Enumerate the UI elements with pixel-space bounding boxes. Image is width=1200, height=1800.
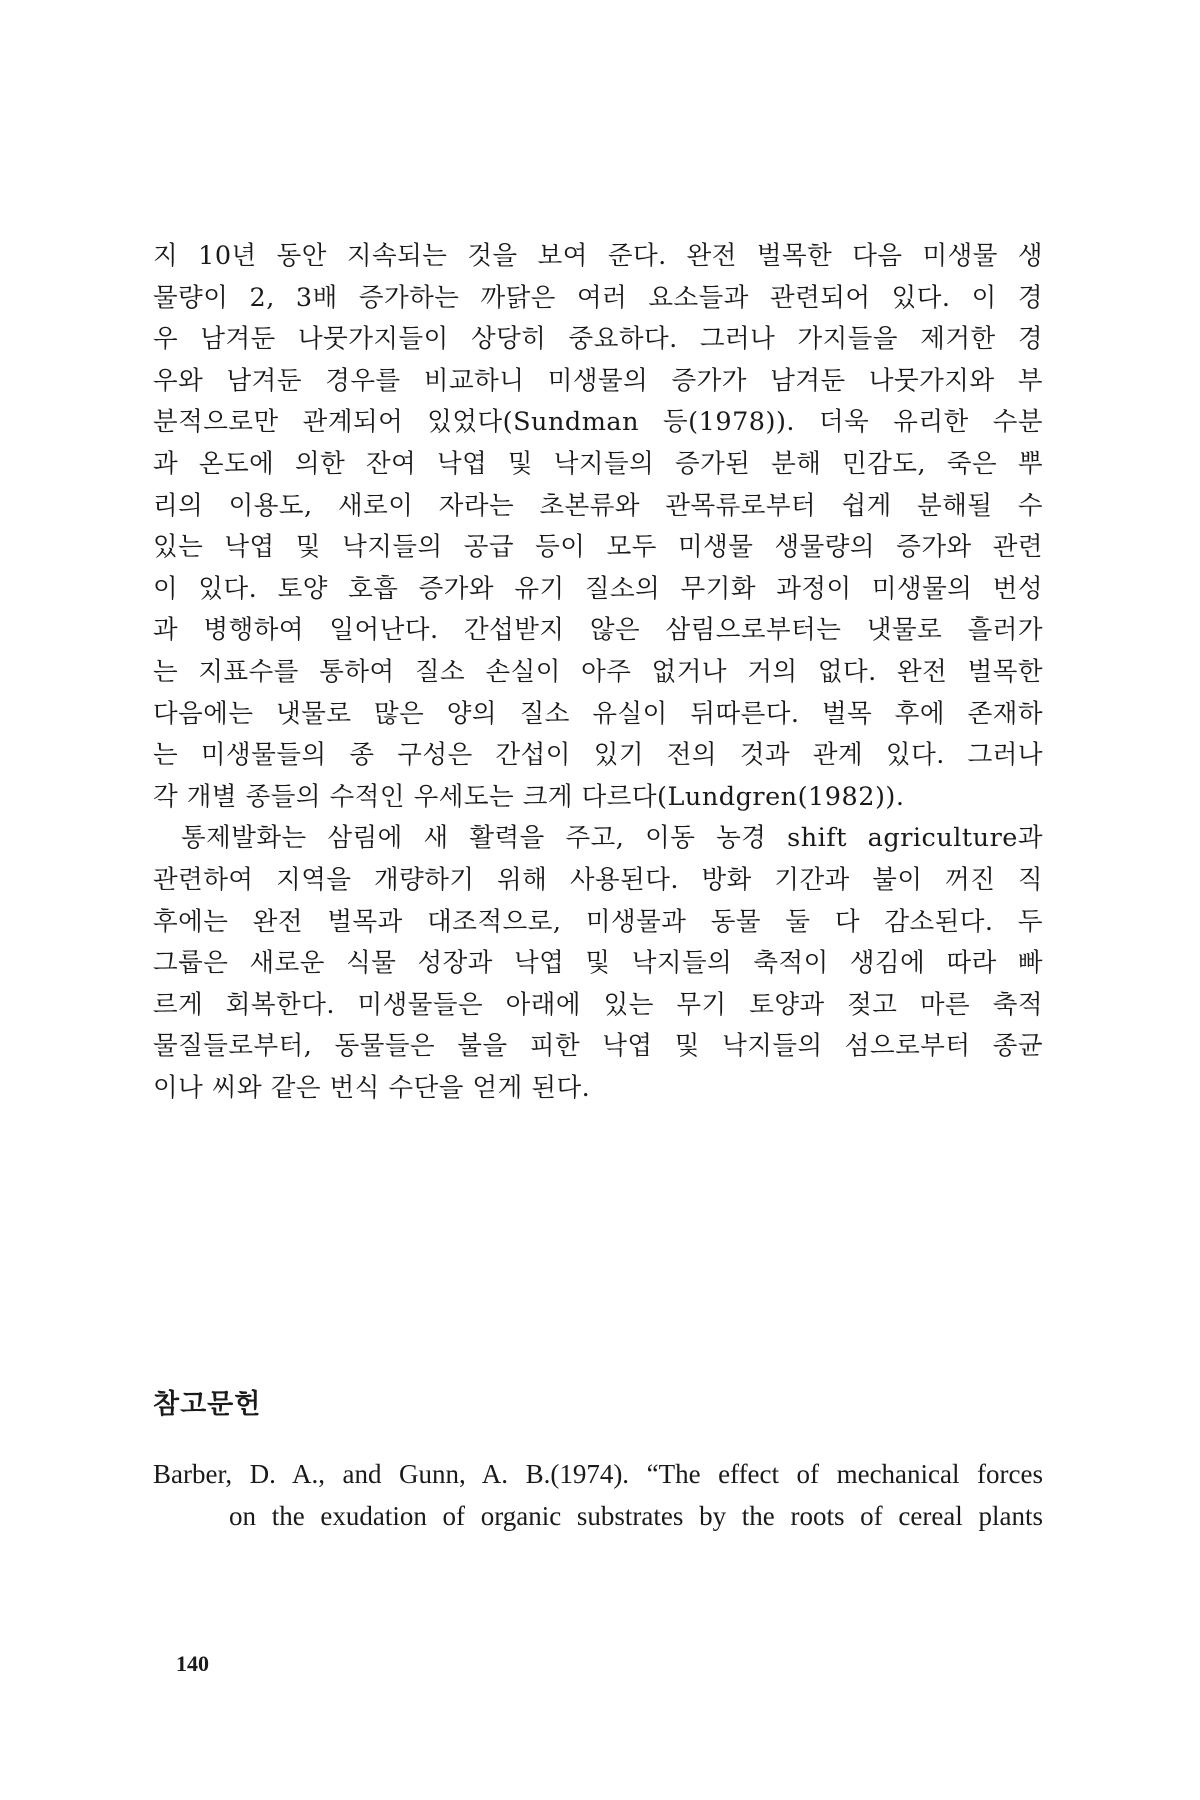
- body-line: 통제발화는 삼림에 새 활력을 주고, 이동 농경 shift agriculture과: [181, 823, 1043, 854]
- body-line: 는 미생물들의 종 구성은 간섭이 있기 전의 것과 관계 있다. 그러나: [153, 740, 1043, 771]
- page-number: 140: [176, 1651, 209, 1676]
- body-line: 이나 씨와 같은 번식 수단을 얻게 된다.: [153, 1072, 591, 1103]
- body-line: 그룹은 새로운 식물 성장과 낙엽 및 낙지들의 축적이 생김에 따라 빠: [153, 948, 1043, 979]
- body-text: [153, 236, 1043, 1109]
- body-line: 과 온도에 의한 잔여 낙엽 및 낙지들의 증가된 분해 민감도, 죽은 뿌: [153, 448, 1043, 479]
- body-line: 과 병행하여 일어난다. 간섭받지 않은 삼림으로부터는 냇물로 흘러가: [153, 615, 1043, 646]
- body-line: 이 있다. 토양 호흡 증가와 유기 질소의 무기화 과정이 미생물의 번성: [153, 573, 1043, 604]
- body-line: 우와 남겨둔 경우를 비교하니 미생물의 증가가 남겨둔 나뭇가지와 부: [153, 365, 1043, 396]
- body-line: 지 10년 동안 지속되는 것을 보여 준다. 완전 벌목한 다음 미생물 생: [153, 241, 1043, 271]
- body-line: 물량이 2, 3배 증가하는 까닭은 여러 요소들과 관련되어 있다. 이 경: [153, 282, 1043, 313]
- body-line: 후에는 완전 벌목과 대조적으로, 미생물과 동물 둘 다 감소된다. 두: [153, 906, 1043, 937]
- body-line: 분적으로만 관계되어 있었다(Sundman 등(1978)). 더욱 유리한 수분: [153, 407, 1043, 438]
- references-heading: 참고문헌: [153, 1389, 262, 1420]
- body-line: 는 지표수를 통하여 질소 손실이 아주 없거나 거의 없다. 완전 벌목한: [153, 656, 1043, 687]
- body-line: 다음에는 냇물로 많은 양의 질소 유실이 뒤따른다. 벌목 후에 존재하: [153, 698, 1043, 729]
- body-line: 물질들로부터, 동물들은 불을 피한 낙엽 및 낙지들의 섬으로부터 종균: [153, 1031, 1043, 1062]
- body-line: 우 남겨둔 나뭇가지들이 상당히 중요하다. 그러나 가지들을 제거한 경: [153, 324, 1043, 355]
- body-line: 리의 이용도, 새로이 자라는 초본류와 관목류로부터 쉽게 분해될 수: [153, 490, 1043, 521]
- body-line: 르게 회복한다. 미생물들은 아래에 있는 무기 토양과 젖고 마른 축적: [153, 989, 1043, 1020]
- body-line: 각 개별 종들의 수적인 우세도는 크게 다르다(Lundgren(1982)).: [153, 781, 905, 812]
- reference-entry: [153, 1453, 1043, 1537]
- body-line: 관련하여 지역을 개량하기 위해 사용된다. 방화 기간과 불이 꺼진 직: [153, 864, 1043, 895]
- reference-line: Barber, D. A., and Gunn, A. B.(1974). “The effect of mechanical forces: [153, 1459, 1043, 1489]
- reference-line: on the exudation of organic substrates by the roots of cereal plants: [229, 1501, 1043, 1531]
- body-line: 있는 낙엽 및 낙지들의 공급 등이 모두 미생물 생물량의 증가와 관련: [153, 532, 1043, 563]
